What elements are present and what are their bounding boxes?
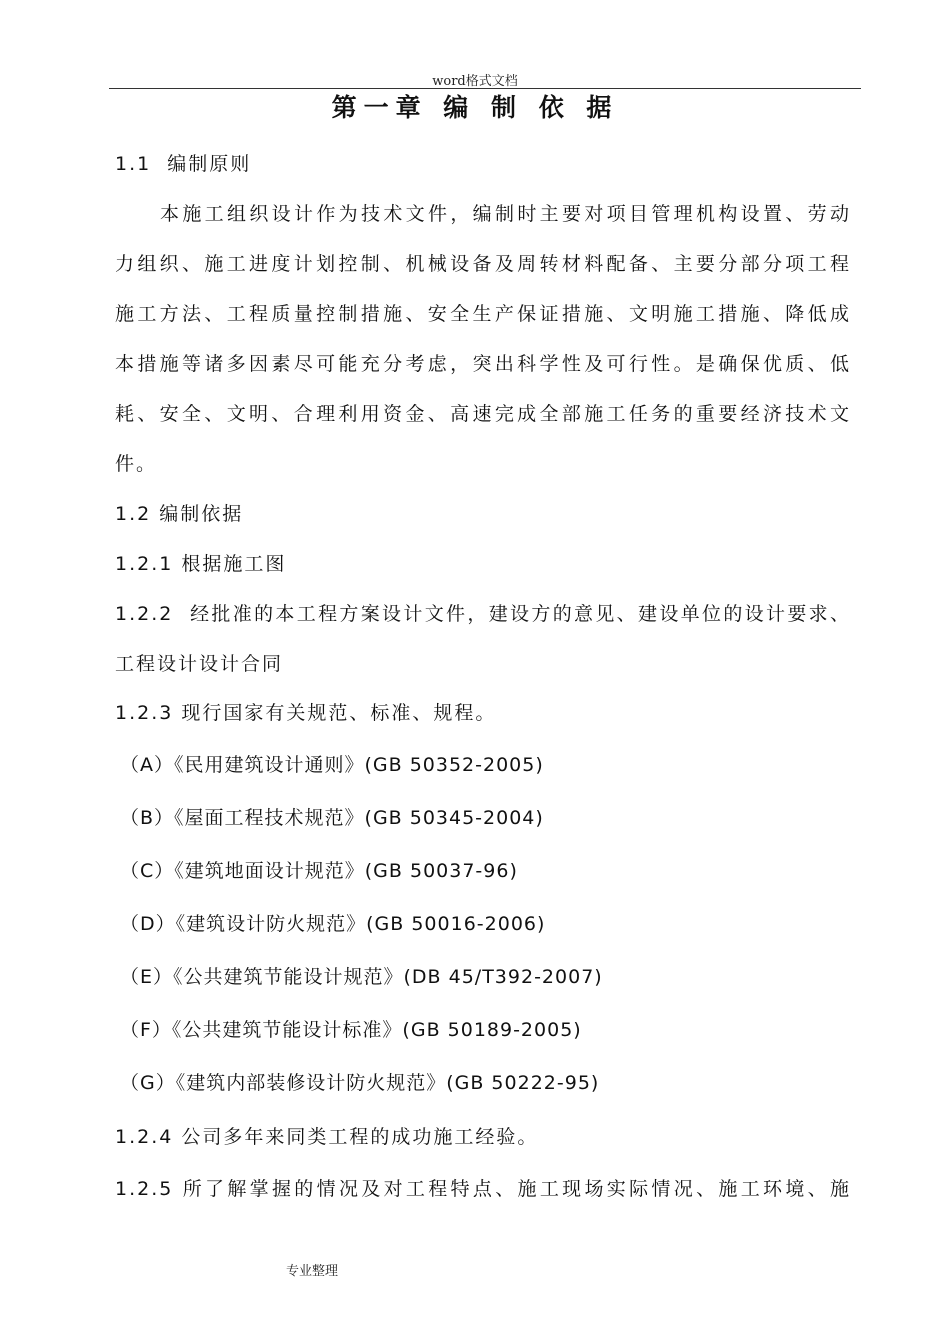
subsection-1-2-1: 1.2.1 根据施工图 xyxy=(115,553,287,575)
paragraph-line: 力组织、施工进度计划控制、机械设备及周转材料配备、主要分部分项工程 xyxy=(115,253,851,275)
chapter-title: 第一章 编 制 依 据 xyxy=(331,93,619,122)
subsection-1-2-2: 1.2.2 经批准的本工程方案设计文件，建设方的意见、建设单位的设计要求、 xyxy=(115,603,851,625)
subsection-1-2-4: 1.2.4 公司多年来同类工程的成功施工经验。 xyxy=(115,1126,539,1148)
section-heading-1-2: 1.2 编制依据 xyxy=(115,503,244,525)
reference-item: （A）《民用建筑设计通则》(GB 50352-2005) xyxy=(120,754,544,776)
paragraph-line: 施工方法、工程质量控制措施、安全生产保证措施、文明施工措施、降低成 xyxy=(115,303,851,325)
reference-item: （F）《公共建筑节能设计标准》(GB 50189-2005) xyxy=(120,1019,582,1041)
paragraph-line: 本措施等诸多因素尽可能充分考虑，突出科学性及可行性。是确保优质、低 xyxy=(115,353,851,375)
page-footer: 专业整理 xyxy=(286,1264,339,1279)
subsection-1-2-2-continued: 工程设计设计合同 xyxy=(115,653,284,675)
reference-item: （C）《建筑地面设计规范》(GB 50037-96) xyxy=(120,860,518,882)
subsection-1-2-5: 1.2.5 所了解掌握的情况及对工程特点、施工现场实际情况、施工环境、施 xyxy=(115,1178,851,1200)
paragraph-line: 本施工组织设计作为技术文件，编制时主要对项目管理机构设置、劳动 xyxy=(160,203,851,225)
reference-item: （B）《屋面工程技术规范》(GB 50345-2004) xyxy=(120,807,544,829)
page-header: word格式文档 xyxy=(432,74,518,89)
reference-item: （D）《建筑设计防火规范》(GB 50016-2006) xyxy=(120,913,546,935)
paragraph-line: 耗、安全、文明、合理利用资金、高速完成全部施工任务的重要经济技术文 xyxy=(115,403,851,425)
reference-item: （E）《公共建筑节能设计规范》(DB 45/T392-2007) xyxy=(120,966,603,988)
subsection-1-2-3: 1.2.3 现行国家有关规范、标准、规程。 xyxy=(115,702,497,724)
paragraph-line: 件。 xyxy=(115,453,158,475)
section-heading-1-1: 1.1 编制原则 xyxy=(115,153,252,175)
reference-item: （G）《建筑内部装修设计防火规范》(GB 50222-95) xyxy=(120,1072,600,1094)
